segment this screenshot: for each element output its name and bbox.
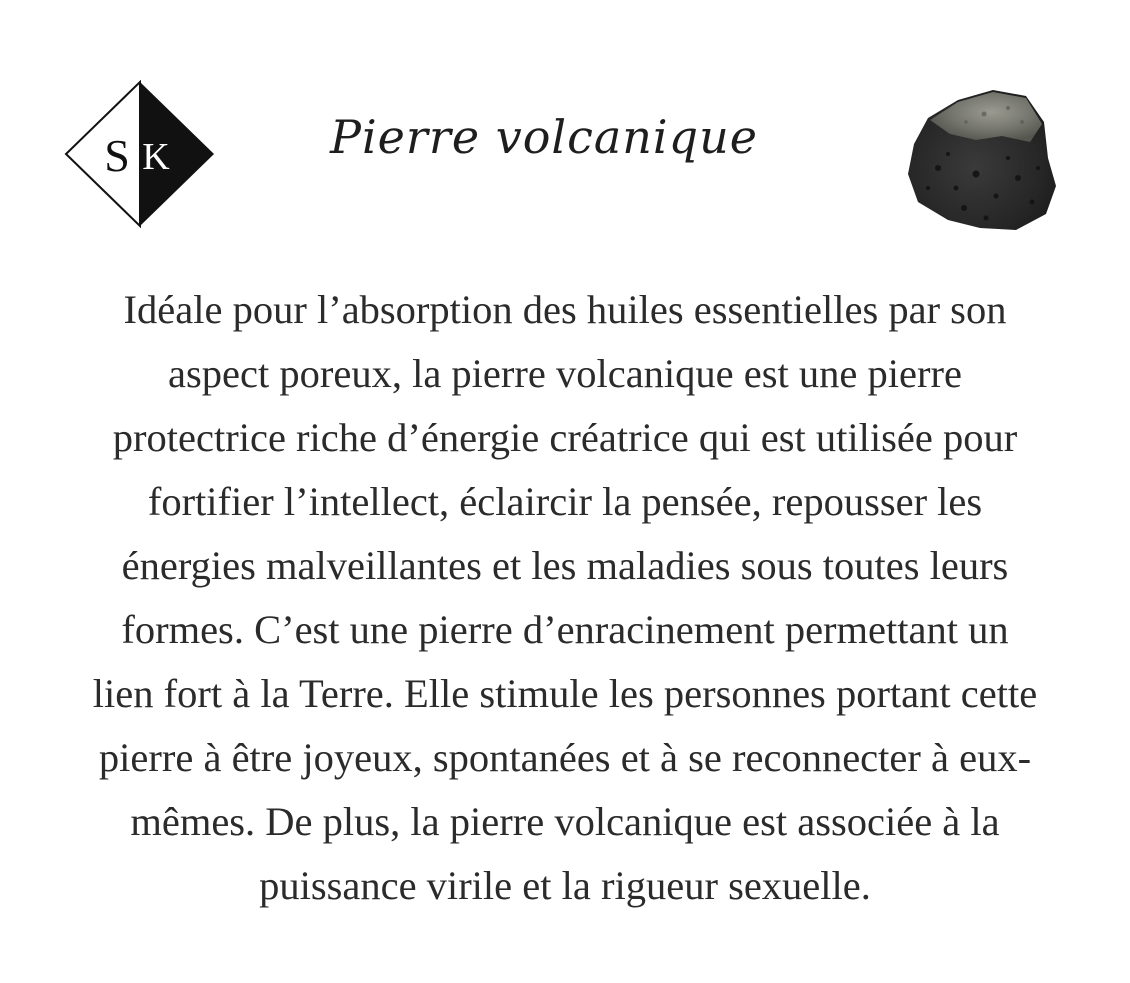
volcanic-stone-photo <box>898 78 1063 240</box>
description-line: puissance virile et la rigueur sexuelle. <box>259 863 871 908</box>
description-line: lien fort à la Terre. Elle stimule les personnes portant cette <box>92 671 1038 716</box>
description-line: formes. C’est une pierre d’enracinement permettant un <box>121 607 1009 652</box>
description-text <box>30 278 1100 918</box>
description-line: aspect poreux, la pierre volcanique est une pierre <box>168 351 962 396</box>
svg-text:K: K <box>142 136 170 178</box>
description-line: énergies malveillantes et les maladies sous toutes leurs <box>121 543 1009 588</box>
sk-logo <box>64 80 216 228</box>
description-line: protectrice riche d’énergie créatrice qui est utilisée pour <box>112 415 1018 460</box>
logo-diamond-icon <box>64 80 216 228</box>
page-title: Pierre volcanique <box>330 110 758 164</box>
svg-text:S: S <box>104 130 130 181</box>
description-line: Idéale pour l’absorption des huiles essentielles par son <box>123 287 1007 332</box>
description-line: pierre à être joyeux, spontanées et à se reconnecter à eux- <box>98 735 1032 780</box>
description-line: mêmes. De plus, la pierre volcanique est associée à la <box>130 799 1000 844</box>
description-line: fortifier l’intellect, éclaircir la pensée, repousser les <box>147 479 983 524</box>
